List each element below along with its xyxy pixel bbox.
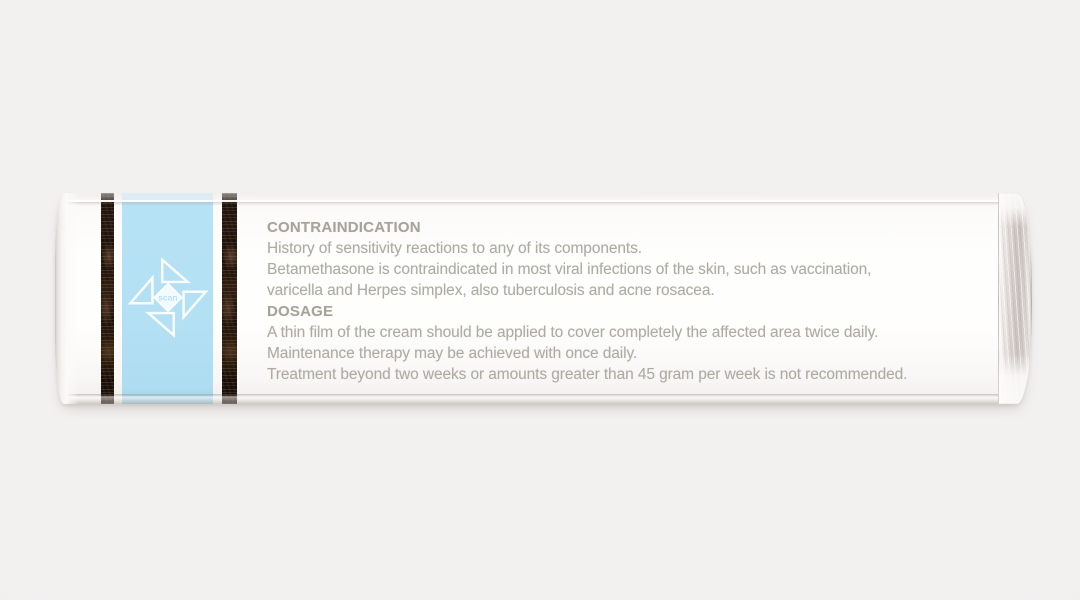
box-top-fold-edge bbox=[55, 193, 1032, 202]
scan-pinwheel-logo bbox=[127, 254, 209, 341]
logo-text: scan bbox=[158, 292, 178, 303]
box-bottom-fold-edge bbox=[55, 394, 1032, 404]
medicine-box bbox=[55, 193, 1032, 404]
contraindication-line-3: varicella and Herpes simplex, also tuberculosis and acne rosacea. bbox=[267, 282, 715, 299]
contraindication-heading: CONTRAINDICATION bbox=[267, 219, 421, 236]
contraindication-line-1: History of sensitivity reactions to any of its components. bbox=[267, 240, 642, 257]
label-text-block bbox=[267, 217, 907, 385]
contraindication-line-2: Betamethasone is contraindicated in most viral infections of the skin, such as vaccination, bbox=[267, 261, 872, 278]
black-print-bar-left bbox=[101, 193, 114, 404]
dosage-heading: DOSAGE bbox=[267, 303, 334, 320]
dosage-line-1: A thin film of the cream should be applied to cover completely the affected area twice daily. bbox=[267, 324, 879, 341]
black-print-bar-right bbox=[222, 193, 237, 404]
dosage-line-2: Maintenance therapy may be achieved with once daily. bbox=[267, 345, 638, 362]
box-right-end-flap bbox=[998, 193, 1032, 404]
box-left-end-edge bbox=[55, 193, 79, 404]
dosage-line-3: Treatment beyond two weeks or amounts greater than 45 gram per week is not recommended. bbox=[267, 366, 908, 383]
